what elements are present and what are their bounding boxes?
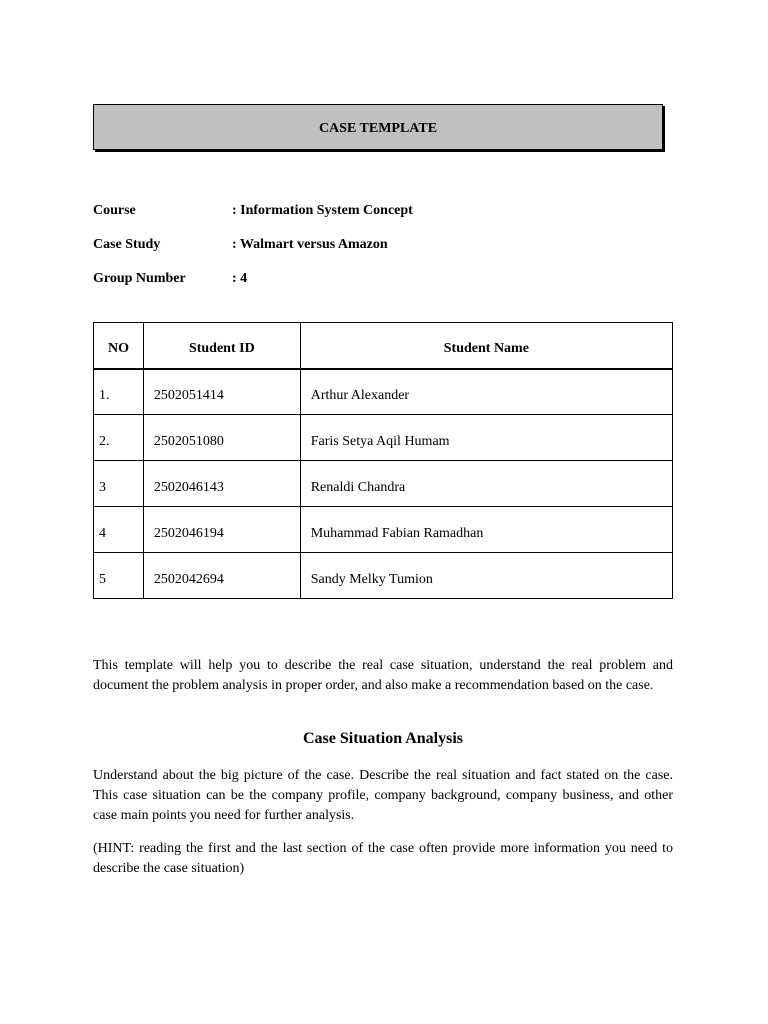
header-student-id: Student ID — [143, 323, 300, 369]
section-heading: Case Situation Analysis — [302, 730, 464, 747]
student-table — [93, 322, 673, 599]
group-number-label: Group Number — [93, 271, 186, 286]
course-row — [93, 202, 413, 236]
group-number-value: : 4 — [232, 271, 248, 286]
hint-paragraph: (HINT: reading the first and the last section of the case often provide more information you need to describe the case situation) — [93, 841, 673, 876]
row-student-id: 2502051414 — [143, 369, 300, 415]
row-no: 5 — [94, 553, 144, 599]
table-header-row — [94, 323, 673, 369]
row-no: 1. — [94, 369, 144, 415]
intro-paragraph: This template will help you to describe the real case situation, understand the real problem and document the problem analysis in proper order, and also make a recommendation based on the case. — [93, 658, 673, 693]
row-student-id: 2502046143 — [143, 461, 300, 507]
row-student-name: Arthur Alexander — [300, 369, 672, 415]
case-study-value: : Walmart versus Amazon — [232, 237, 388, 252]
table-row — [94, 415, 673, 461]
title-text: CASE TEMPLATE — [318, 121, 438, 136]
row-no: 4 — [94, 507, 144, 553]
case-study-label: Case Study — [93, 237, 161, 252]
header-no: NO — [94, 323, 144, 369]
row-no: 3 — [94, 461, 144, 507]
table-row — [94, 553, 673, 599]
row-student-id: 2502051080 — [143, 415, 300, 461]
row-student-name: Faris Setya Aqil Humam — [300, 415, 672, 461]
course-label: Course — [93, 203, 136, 218]
table-row — [94, 461, 673, 507]
course-value: : Information System Concept — [232, 203, 413, 218]
row-student-name: Renaldi Chandra — [300, 461, 672, 507]
case-study-row — [93, 236, 413, 270]
table-row — [94, 369, 673, 415]
row-student-name: Sandy Melky Tumion — [300, 553, 672, 599]
table-row — [94, 507, 673, 553]
case-info — [93, 202, 413, 304]
row-student-id: 2502046194 — [143, 507, 300, 553]
row-no: 2. — [94, 415, 144, 461]
row-student-id: 2502042694 — [143, 553, 300, 599]
situation-paragraph: Understand about the big picture of the case. Describe the real situation and fact stated on the case. This case situation can be the company profile, company background, company business, and other case main points you need for further analysis. — [93, 768, 673, 823]
group-number-row — [93, 270, 413, 304]
header-student-name: Student Name — [300, 323, 672, 369]
case-template-title — [93, 104, 663, 150]
row-student-name: Muhammad Fabian Ramadhan — [300, 507, 672, 553]
